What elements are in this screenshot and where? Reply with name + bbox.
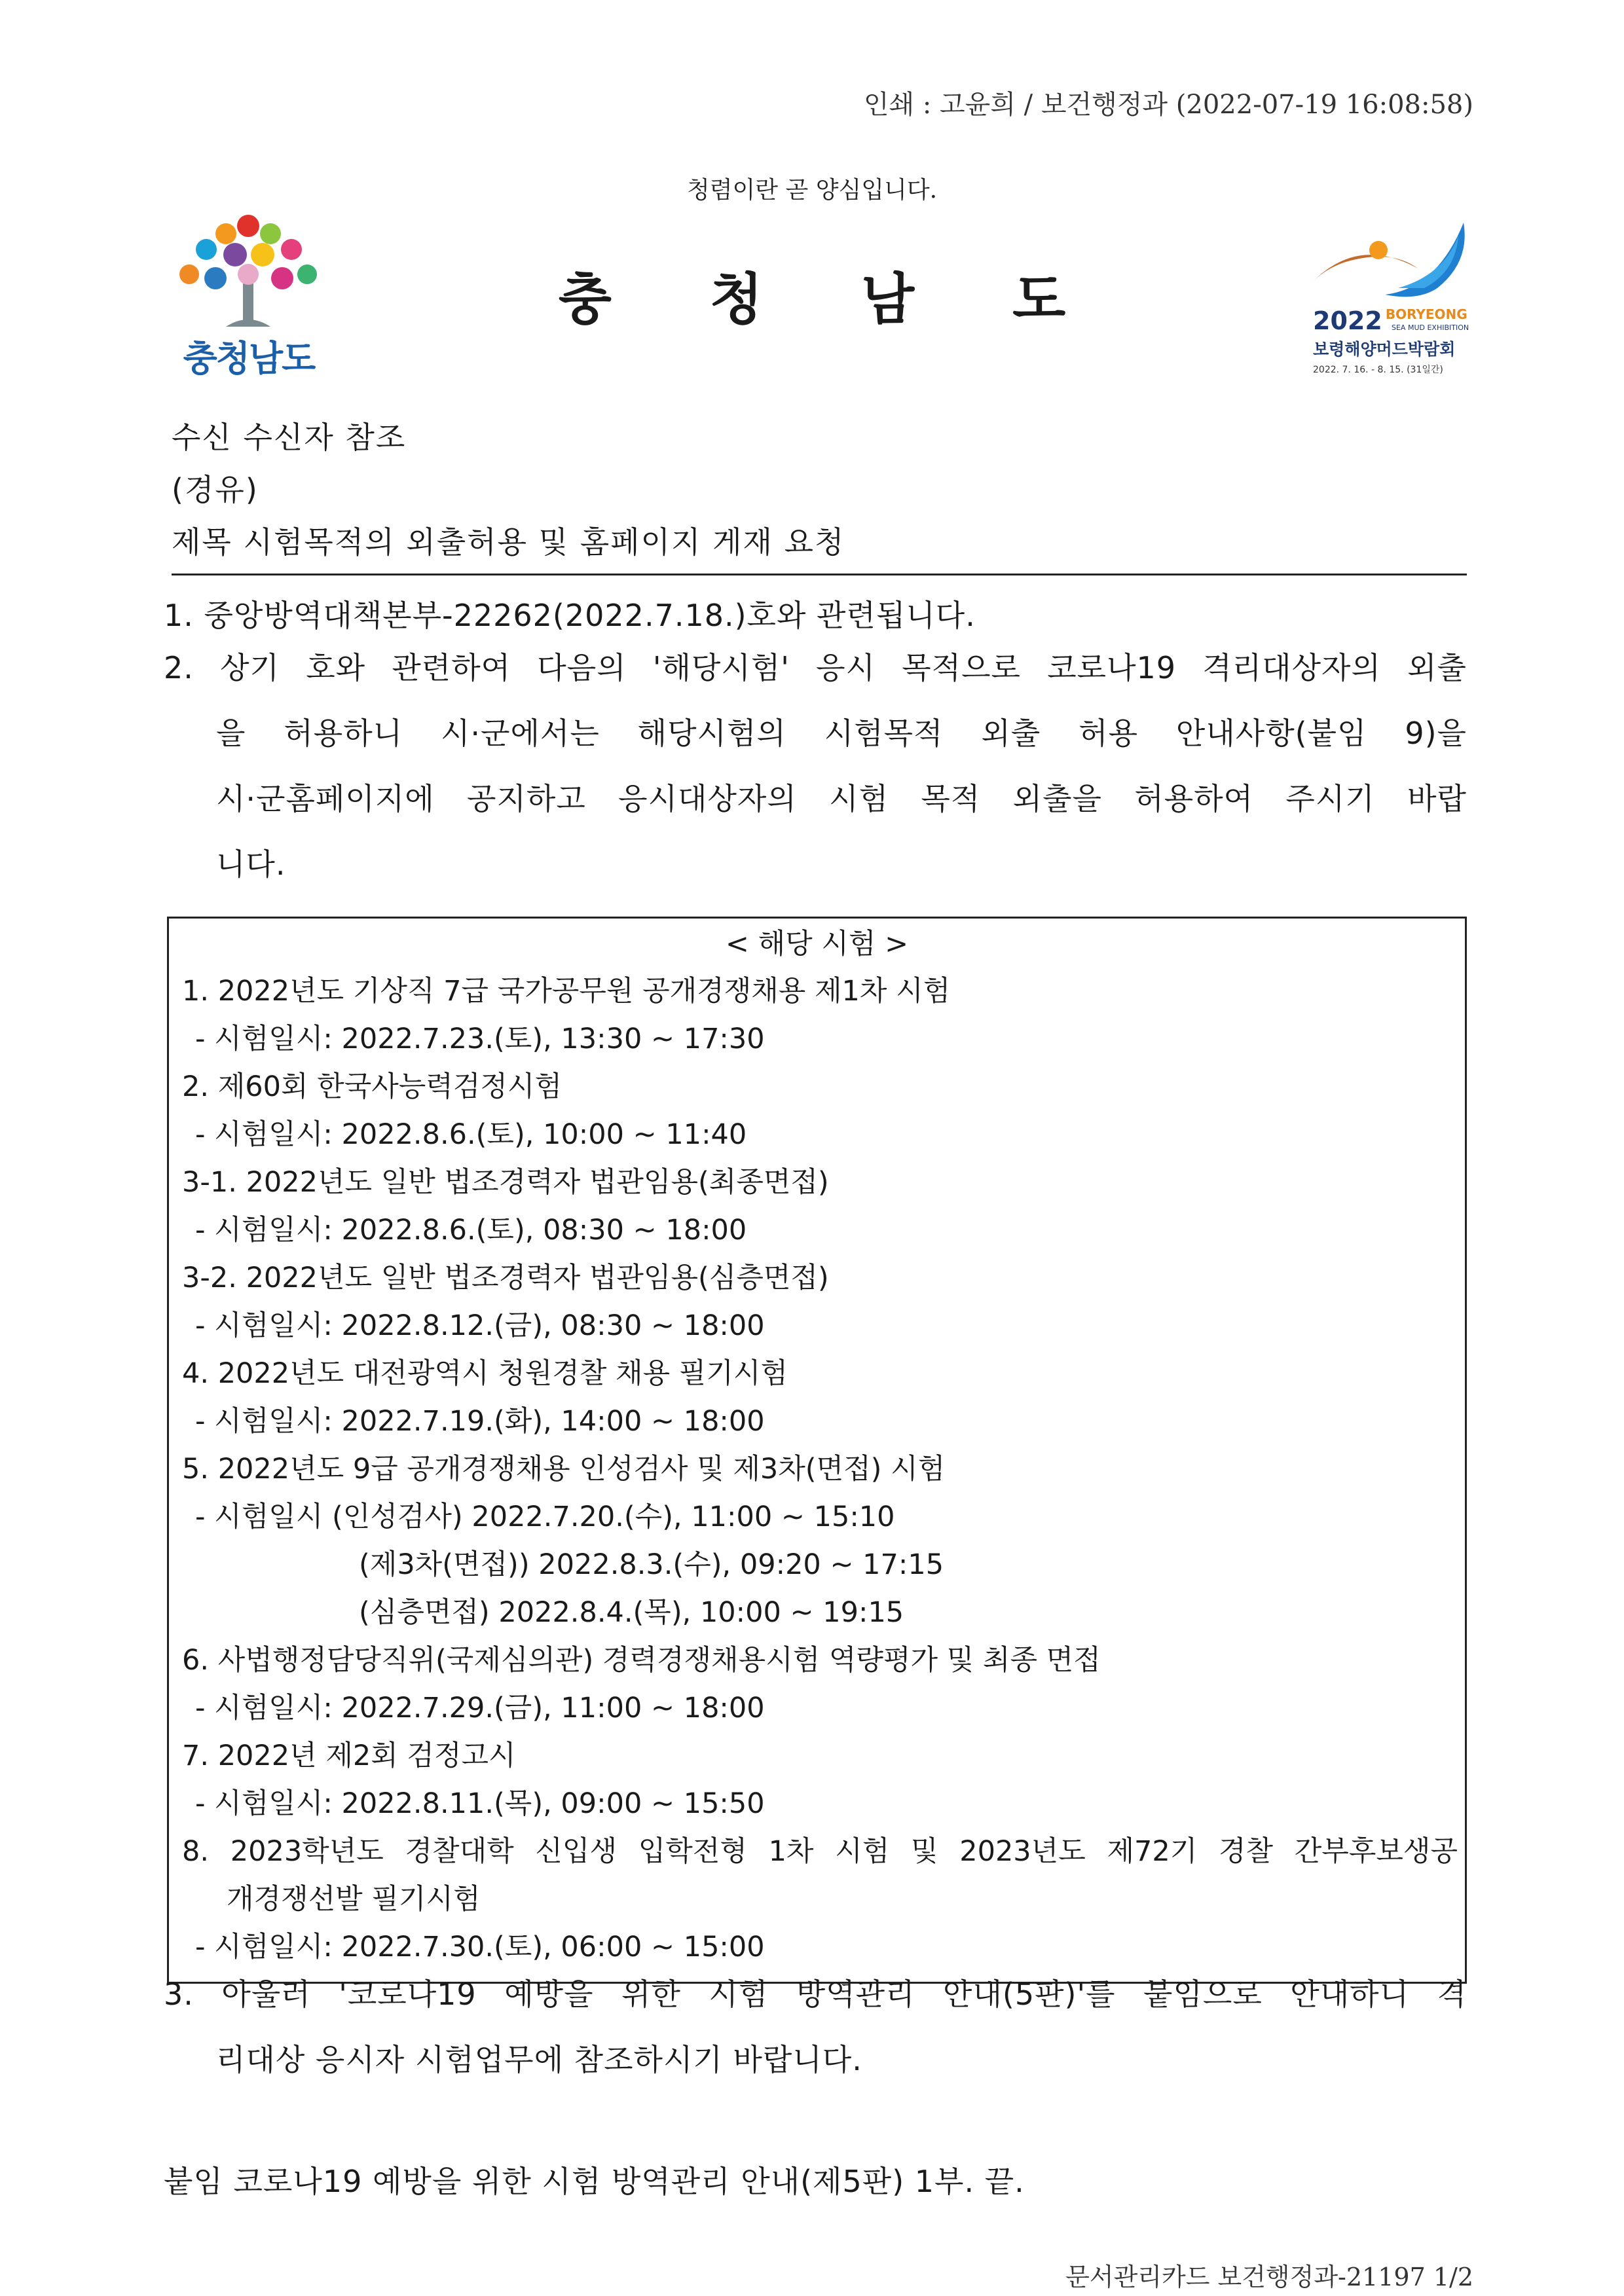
slogan: 청렴이란 곧 양심입니다. <box>686 177 938 204</box>
exam-item-2: 2. 제60회 한국사능력검정시험 <box>182 1070 562 1103</box>
paragraph-2-text-2: 을 허용하니 시·군에서는 해당시험의 시험목적 외출 허용 안내사항(붙임 9)을 <box>216 716 1467 751</box>
exam-item-4: 4. 2022년도 대전광역시 청원경찰 채용 필기시험 <box>182 1357 788 1390</box>
expo-en-sub: SEA MUD EXHIBITION <box>1392 323 1469 332</box>
logo-left-text: 충청남도 <box>183 338 315 379</box>
exam-item-2-time: - 시험일시: 2022.8.6.(토), 10:00 ~ 11:40 <box>195 1118 747 1151</box>
attachment-line: 붙임 코로나19 예방을 위한 시험 방역관리 안내(제5판) 1부. 끝. <box>164 2164 1025 2199</box>
exam-item-8-time: - 시험일시: 2022.7.30.(토), 06:00 ~ 15:00 <box>195 1931 765 1963</box>
paragraph-2-line-1 <box>164 644 1467 687</box>
exam-item-3-2: 3-2. 2022년도 일반 법조경력자 법관임용(심층면접) <box>182 1262 829 1294</box>
exam-item-1: 1. 2022년도 기상직 7급 국가공무원 공개경쟁채용 제1차 시험 <box>182 975 951 1008</box>
exam-item-1-time: - 시험일시: 2022.7.23.(토), 13:30 ~ 17:30 <box>195 1023 765 1055</box>
paragraph-2-line-4: 니다. <box>216 847 286 882</box>
exam-item-5-time-3: (심층면접) 2022.8.4.(목), 10:00 ~ 19:15 <box>359 1596 904 1629</box>
paragraph-2-line-2 <box>216 710 1467 753</box>
exam-item-7: 7. 2022년 제2회 검정고시 <box>182 1740 516 1772</box>
paragraph-2-text-1: 2. 상기 호와 관련하여 다음의 '해당시험' 응시 목적으로 코로나19 격리대상자의 외출 <box>164 650 1467 685</box>
exam-box-title: < 해당 시험 > <box>725 928 909 960</box>
org-title: 충청남도 <box>558 267 1164 331</box>
paragraph-2-line-3 <box>216 775 1467 818</box>
paragraph-3-text-1: 3. 아울러 '코로나19 예방을 위한 시험 방역관리 안내(5판)'를 붙임으로 안내하니 격 <box>164 1977 1467 2012</box>
exam-item-4-time: - 시험일시: 2022.7.19.(화), 14:00 ~ 18:00 <box>195 1405 765 1438</box>
exam-item-5-time-1: - 시험일시 (인성검사) 2022.7.20.(수), 11:00 ~ 15:10 <box>195 1501 895 1533</box>
exam-item-3-1-time: - 시험일시: 2022.8.6.(토), 08:30 ~ 18:00 <box>195 1214 747 1247</box>
paragraph-1: 1. 중앙방역대책본부-22262(2022.7.18.)호와 관련됩니다. <box>164 598 976 633</box>
exam-item-3-1: 3-1. 2022년도 일반 법조경력자 법관임용(최종면접) <box>182 1166 829 1199</box>
document-footer: 문서관리카드 보건행정과-21197 1/2 <box>1065 2263 1473 2291</box>
expo-text <box>1313 306 1477 376</box>
paragraph-2-text-3: 시·군홈페이지에 공지하고 응시대상자의 시험 목적 외출을 허용하여 주시기 바랍 <box>216 781 1467 816</box>
expo-swoosh-icon <box>1306 210 1477 308</box>
expo-en: BORYEONG <box>1385 306 1467 322</box>
subject-divider <box>172 574 1467 575</box>
recipient: 수신 수신자 참조 <box>172 420 407 455</box>
paragraph-3-line-2: 리대상 응시자 시험업무에 참조하시기 바랍니다. <box>216 2042 862 2077</box>
exam-item-8 <box>182 1829 1458 1869</box>
print-header: 인쇄 : 고윤희 / 보건행정과 (2022-07-19 16:08:58) <box>863 90 1473 120</box>
exam-item-5: 5. 2022년도 9급 공개경쟁채용 인성검사 및 제3차(면접) 시험 <box>182 1453 946 1485</box>
exam-item-8-text-1: 8. 2023학년도 경찰대학 신입생 입학전형 1차 시험 및 2023년도 제72기 경찰 간부후보생공 <box>182 1835 1458 1868</box>
via: (경유) <box>172 472 259 507</box>
exam-item-8-line-2: 개경쟁선발 필기시험 <box>227 1883 481 1916</box>
expo-year: 2022 <box>1313 306 1382 335</box>
expo-ko: 보령해양머드박람회 <box>1313 340 1456 359</box>
exam-item-3-2-time: - 시험일시: 2022.8.12.(금), 08:30 ~ 18:00 <box>195 1309 765 1342</box>
exam-item-6: 6. 사법행정담당직위(국제심의관) 경력경쟁채용시험 역량평가 및 최종 면접 <box>182 1644 1101 1677</box>
boryeong-expo-logo <box>1306 210 1477 380</box>
exam-item-5-time-2: (제3차(면접)) 2022.8.3.(수), 09:20 ~ 17:15 <box>359 1548 944 1581</box>
paragraph-3-line-1 <box>164 1971 1467 2014</box>
subject: 제목 시험목적의 외출허용 및 홈페이지 게재 요청 <box>172 524 845 560</box>
expo-dates: 2022. 7. 16. - 8. 15. (31일간) <box>1313 365 1443 375</box>
exam-item-6-time: - 시험일시: 2022.7.29.(금), 11:00 ~ 18:00 <box>195 1692 765 1724</box>
exam-item-7-time: - 시험일시: 2022.8.11.(목), 09:00 ~ 15:50 <box>195 1787 765 1820</box>
